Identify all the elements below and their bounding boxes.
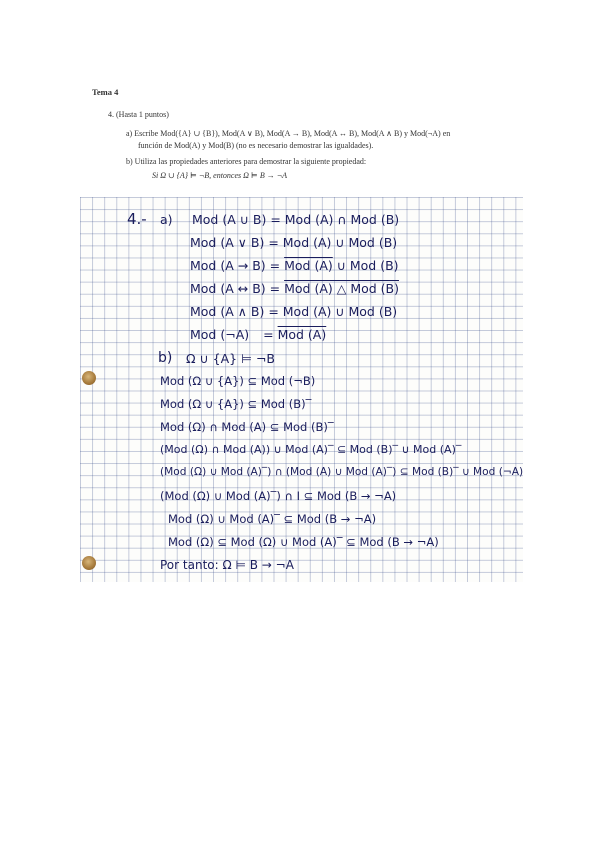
- binder-hole-icon: [82, 371, 96, 385]
- tema-title: Tema 4: [92, 87, 119, 97]
- a-line-3: [190, 258, 399, 273]
- a-line-rhs-complement: Mod (A) △ Mod (B): [284, 281, 399, 296]
- a-line-rhs: = Mod (A) ∪ Mod (B): [268, 235, 398, 250]
- a-line-rhs: ∪ Mod (B): [336, 258, 399, 273]
- part-a-line-1: a) Escribe Mod({A} ∪ {B}), Mod(A ∨ B), Mod(A → B), Mod(A ↔ B), Mod(A ∧ B) y Mod(¬A) en: [126, 129, 451, 138]
- a-line-6: [190, 327, 326, 342]
- part-a-line-2: función de Mod(A) y Mod(B) (no es necesario demostrar las igualdades).: [138, 141, 374, 150]
- a-line-lhs: Mod (¬A): [190, 327, 250, 342]
- a-line-lhs: Mod (A ∪ B): [192, 212, 267, 227]
- a-line-rhs: = Mod (A) ∩ Mod (B): [270, 212, 400, 227]
- a-line-2: [190, 235, 397, 250]
- a-line-lhs: Mod (A → B): [190, 258, 266, 273]
- equals-sign: =: [269, 281, 281, 296]
- b-line-6: (Mod (Ω) ∪ Mod (A)‾) ∩ (Mod (A) ∪ Mod (A)‾) ⊆ Mod (B)‾ ∪ Mod (¬A): [160, 466, 524, 478]
- part-b-line-2: Si Ω ∪ {A} ⊨ ¬B, entonces Ω ⊨ B → ¬A: [152, 171, 287, 180]
- b-line-4: Mod (Ω) ∩ Mod (A) ⊆ Mod (B)‾: [160, 420, 334, 434]
- a-line-lhs: Mod (A ∨ B): [190, 235, 265, 250]
- conclusion-line: Por tanto: Ω ⊨ B → ¬A: [160, 558, 294, 572]
- part-b-label: b): [158, 350, 173, 366]
- answer-number: 4.-: [127, 210, 147, 228]
- b-line-5: (Mod (Ω) ∩ Mod (A)) ∪ Mod (A)‾ ⊆ Mod (B)‾ ∪ Mod (A)‾: [160, 443, 462, 456]
- a-line-5: [190, 304, 397, 319]
- b-line-1: Ω ∪ {A} ⊨ ¬B: [186, 351, 275, 366]
- part-a-label: a): [160, 212, 173, 227]
- part-b-line-1: b) Utiliza las propiedades anteriores para demostrar la siguiente propiedad:: [126, 157, 367, 166]
- question-heading: 4. (Hasta 1 puntos): [108, 110, 169, 119]
- b-line-9: Mod (Ω) ⊆ Mod (Ω) ∪ Mod (A)‾ ⊆ Mod (B → ¬A): [168, 535, 439, 549]
- a-line-lhs: Mod (A ↔ B): [190, 281, 266, 296]
- b-line-7: (Mod (Ω) ∪ Mod (A)‾) ∩ I ⊆ Mod (B → ¬A): [160, 489, 397, 503]
- b-line-2: Mod (Ω ∪ {A}) ⊆ Mod (¬B): [160, 374, 316, 388]
- a-line-1: [192, 212, 399, 227]
- b-line-8: Mod (Ω) ∪ Mod (A)‾ ⊆ Mod (B → ¬A): [168, 512, 377, 526]
- a-line-rhs-complement: Mod (A): [277, 327, 327, 342]
- equals-sign: =: [263, 327, 274, 342]
- equals-sign: =: [269, 258, 281, 273]
- binder-hole-icon: [82, 556, 96, 570]
- a-line-lhs: Mod (A ∧ B): [190, 304, 265, 319]
- a-line-rhs: = Mod (A) ∪ Mod (B): [268, 304, 398, 319]
- a-line-rhs-complement: Mod (A): [284, 258, 333, 273]
- a-line-4: [190, 281, 399, 296]
- b-line-3: Mod (Ω ∪ {A}) ⊆ Mod (B)‾: [160, 397, 312, 411]
